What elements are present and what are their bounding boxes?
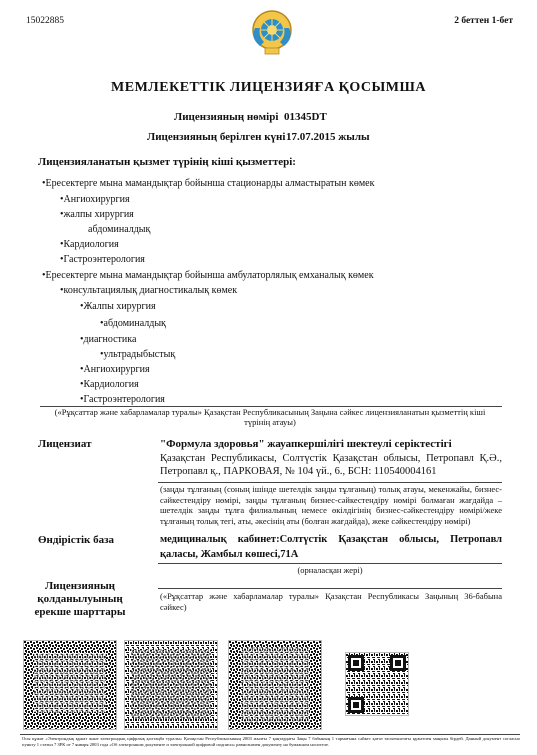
divider xyxy=(158,563,502,564)
license-number-label: Лицензияның нөмірі xyxy=(174,111,279,123)
divider xyxy=(20,734,520,735)
service-item: •диагностика xyxy=(80,334,137,345)
divider xyxy=(158,482,502,483)
document-title: МЕМЛЕКЕТТІК ЛИЦЕНЗИЯҒА ҚОСЫМША xyxy=(111,80,426,95)
service-item: •абдоминалдық xyxy=(100,318,166,329)
service-item: •жалпы хирургия xyxy=(60,209,134,220)
service-item: •консультациялық диагностикалық көмек xyxy=(60,285,238,296)
pdf417-barcode-2 xyxy=(124,640,218,730)
licensee-note: (заңды тұлғаның (соның ішінде шетелдік заңды тұлғаның) толық атауы, мекенжайы, бизнес-сәйкестендіру нөмірі, заңды тұлғаның бизнес-сәйкестендіру нөмірі болмаған жағдайда – шетелдік заңды тұлға филиалының немесе өкілдігінің бизнес-сәйкестендіру нөмірі/жеке тұлғаның толық тегі, аты, әкесінің аты (болған жағдайда), жеке сәйкестендіру нөмірі) xyxy=(160,484,502,526)
service-item: •Жалпы хирургия xyxy=(80,301,156,312)
qr-code xyxy=(345,652,409,716)
service-item: •Гастроэнтерология xyxy=(60,254,145,265)
production-base-label: Өндірістік база xyxy=(38,534,115,546)
production-base-address: медициналық кабинет:Солтүстік Қазақстан облысы, Петропавл қаласы, Жамбыл көшесі,71А xyxy=(160,534,502,560)
service-item: •Кардиология xyxy=(80,379,139,390)
license-date-label: Лицензияның берілген күні xyxy=(147,131,286,143)
licensee-name: "Формула здоровья" жауапкершілігі шектеулі серіктестігі xyxy=(160,438,452,450)
service-item: •Ангиохирургия xyxy=(80,364,150,375)
service-item: абдоминалдық xyxy=(88,224,151,235)
license-date: 17.07.2015 жылы xyxy=(286,131,370,143)
pdf417-barcode-1 xyxy=(23,640,117,730)
service-item: •Ересектерге мына мамандықтар бойынша стационарды алмастыратын көмек xyxy=(42,178,375,189)
service-item: •Кардиология xyxy=(60,239,119,250)
licensee-label: Лицензиат xyxy=(38,438,92,450)
service-item: •ультрадыбыстық xyxy=(100,349,176,360)
permits-note: («Рұқсаттар және хабарламалар туралы» Қазақстан Республикасының Заңына сәйкес лицензияланатын қызметтің кіші түрінің атауы) xyxy=(54,407,486,427)
service-item: •Ангиохирургия xyxy=(60,194,130,205)
page-indicator: 2 беттен 1-бет xyxy=(454,16,513,26)
divider xyxy=(158,588,502,589)
subtypes-heading: Лицензияланатын қызмет түрінің кіші қызметтері: xyxy=(38,156,296,168)
special-terms-label: Лицензияның қолданылуының ерекше шарттары xyxy=(34,580,126,618)
service-item: •Гастроэнтерология xyxy=(80,394,165,405)
production-base-note: (орналасқан жері) xyxy=(297,565,363,575)
special-terms-note: («Рұқсаттар және хабарламалар туралы» Қазақстан Республикасы Заңының 36-бабына сәйкес) xyxy=(160,591,502,612)
state-emblem-icon xyxy=(250,8,294,56)
license-number: 01345DT xyxy=(284,111,327,123)
document-number: 15022885 xyxy=(26,16,64,26)
footer-legal-note: Осы құжат «Электрондық құжат және электрондық цифрлық қолтаңба туралы» Қазақстан Республикасының 2003 жылғы 7 қаңтардағы Заңы 7 бабының 1 тармағына сәйкес қағаз тасығыштағы құжатпен маңызы бірдей. Данный документ согласно пункту 1 статьи 7 ЗРК от 7 января 2003 года «Об электронном документе и электронной цифровой подписи» равнозначен документу на бумажном носителе. xyxy=(22,736,520,747)
service-item: •Ересектерге мына мамандықтар бойынша амбулаторлялық емханалық көмек xyxy=(42,270,374,281)
pdf417-barcode-3 xyxy=(228,640,322,730)
licensee-address: Қазақстан Республикасы, Солтүстік Қазақстан облысы, Петропавл Қ.Ә., Петропавл қ., ПАРКОВАЯ, № 104 үй., 6., БСН: 110540004161 xyxy=(160,453,502,477)
